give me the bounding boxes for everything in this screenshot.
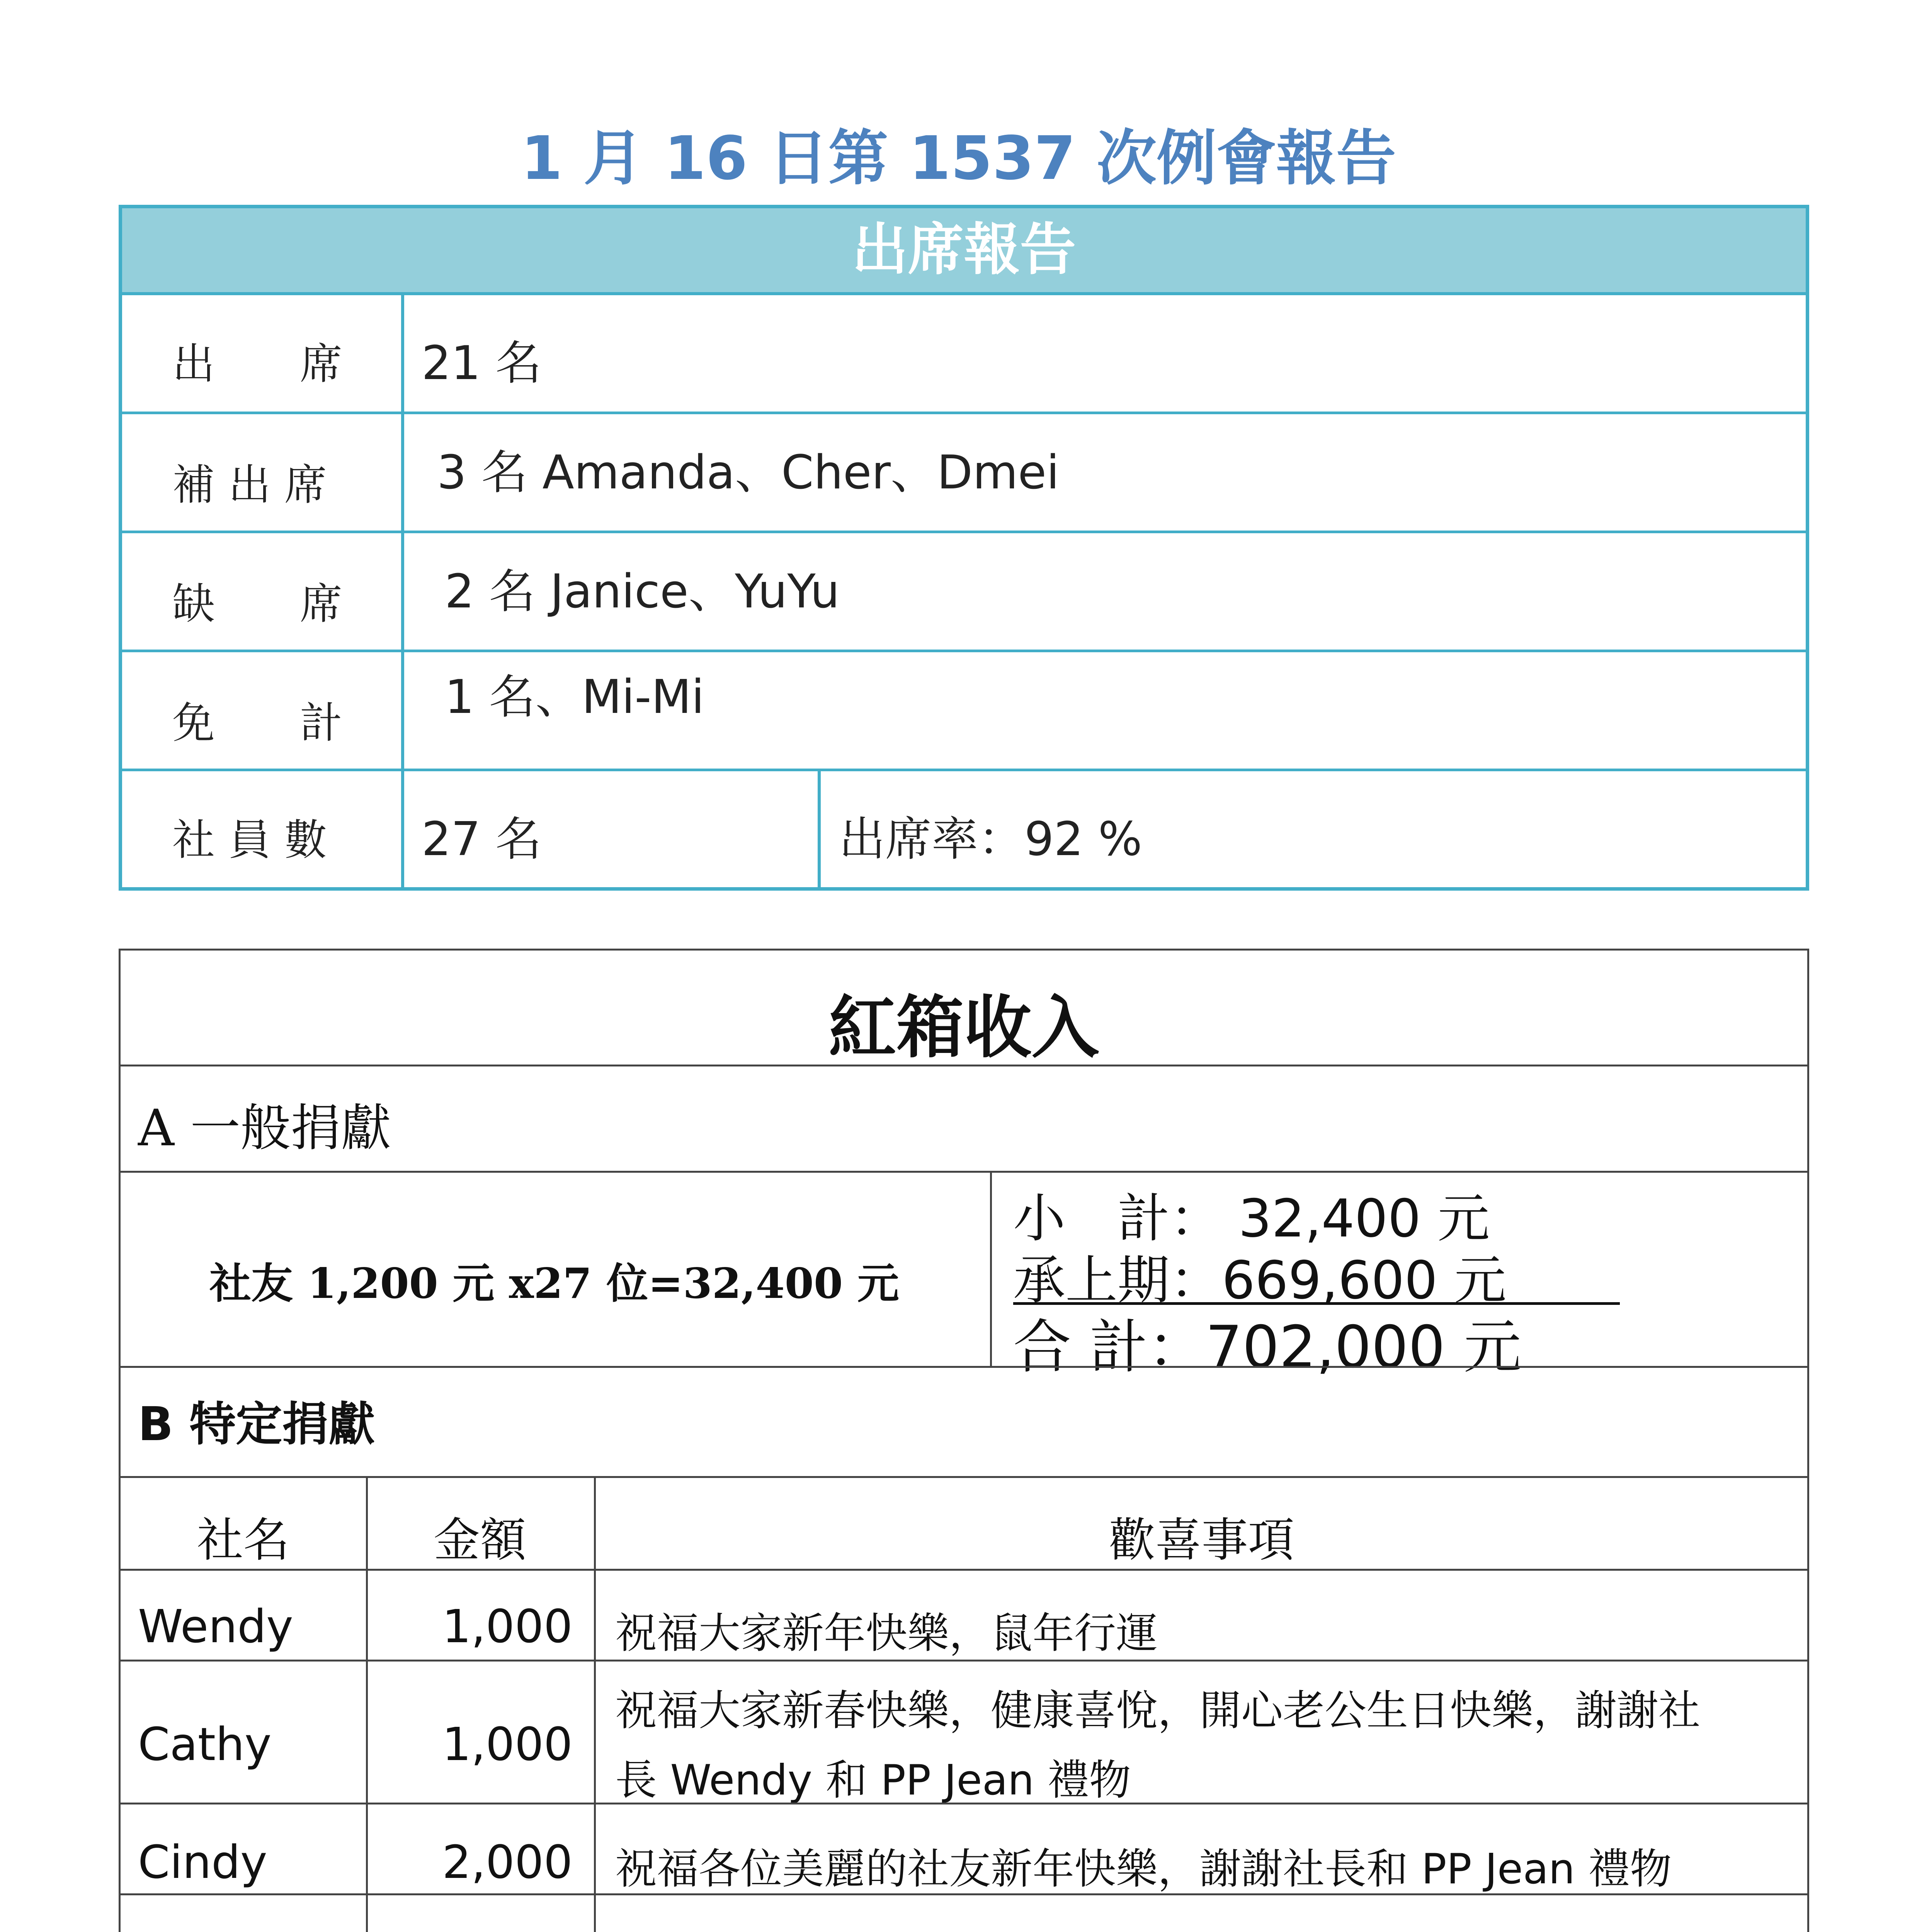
divider <box>121 1803 1807 1804</box>
attendance-label <box>122 414 404 531</box>
section-a-subtotal: 小 計： 32,400 元 <box>1013 1188 1490 1249</box>
donor-note: 祝福各位美麗的社友新年快樂，謝謝社長和 PP Jean 禮物 <box>615 1845 1672 1893</box>
attendance-value: 21 名 <box>422 337 542 390</box>
attendance-label-text: 缺 席 <box>172 579 342 629</box>
column-header-note: 歡喜事項 <box>1109 1514 1294 1567</box>
column-header-amount: 金額 <box>434 1514 526 1567</box>
donor-amount: 1,000 <box>442 1600 573 1653</box>
divider <box>121 1366 1807 1368</box>
divider <box>121 1065 1807 1066</box>
divider <box>121 1569 1807 1571</box>
attendance-value: 2 名 Janice、YuYu <box>445 565 840 619</box>
attendance-rate: 出席率：92 % <box>839 813 1142 866</box>
donor-amount: 1,000 <box>442 1718 573 1771</box>
attendance-row-absent <box>122 533 1806 652</box>
attendance-label <box>122 295 404 412</box>
attendance-row-present <box>122 295 1806 414</box>
donation-table <box>119 949 1809 1932</box>
divider <box>594 1476 596 1932</box>
divider <box>121 1476 1807 1478</box>
attendance-table <box>119 205 1809 891</box>
attendance-value: 1 名、Mi-Mi <box>445 670 704 724</box>
donation-header: 紅箱收入 <box>828 988 1099 1067</box>
section-b-title: B 特定捐獻 <box>138 1398 375 1451</box>
attendance-label <box>122 771 404 887</box>
donor-note-line2: 長 Wendy 和 PP Jean 禮物 <box>615 1756 1131 1804</box>
attendance-row-makeup <box>122 414 1806 533</box>
attendance-label-text: 出 席 <box>172 339 342 389</box>
attendance-value: 3 名 Amanda、Cher、Dmei <box>437 446 1060 500</box>
donor-name: Wendy <box>138 1600 293 1653</box>
attendance-row-exempt <box>122 652 1806 771</box>
attendance-header: 出席報告 <box>122 208 1806 295</box>
donor-name: Cathy <box>138 1718 272 1771</box>
section-a-title: A 一般捐獻 <box>138 1099 391 1157</box>
attendance-label-text: 免 計 <box>172 698 342 748</box>
donor-amount: 2,000 <box>442 1835 573 1889</box>
page-title: 1 月 16 日第 1537 次例會報告 <box>521 123 1396 193</box>
divider <box>990 1171 992 1366</box>
attendance-label-text: 社 員 數 <box>172 815 327 865</box>
section-a-formula: 社友 1,200 元 x27 位=32,400 元 <box>209 1259 899 1308</box>
donor-note: 祝福大家新春快樂，健康喜悅，開心老公生日快樂，謝謝社 <box>615 1687 1701 1735</box>
attendance-value: 27 名 <box>422 813 542 866</box>
attendance-label <box>122 652 404 769</box>
donor-name: Cindy <box>138 1835 267 1889</box>
attendance-divider <box>818 771 821 887</box>
column-header-name: 社名 <box>197 1514 290 1567</box>
section-a-carried: 承上期：669,600 元 <box>1013 1250 1507 1311</box>
section-a-total: 合 計：702,000 元 <box>1013 1314 1522 1381</box>
attendance-label-text: 補 出 席 <box>172 460 327 510</box>
divider <box>121 1893 1807 1895</box>
attendance-label <box>122 533 404 650</box>
divider <box>121 1171 1807 1173</box>
attendance-row-members <box>122 771 1806 887</box>
donor-note: 祝福大家新年快樂，鼠年行運 <box>615 1609 1158 1658</box>
divider <box>121 1660 1807 1662</box>
